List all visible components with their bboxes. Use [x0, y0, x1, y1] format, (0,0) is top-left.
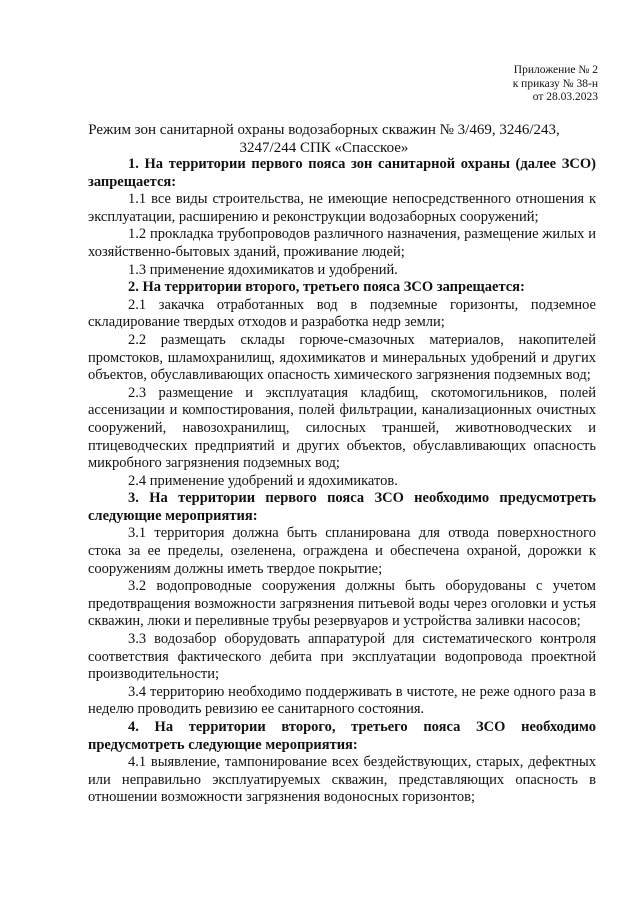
- item-1-2: 1.2 прокладка трубопроводов различного назначения, размещение жилых и хозяйственно-бытовых зданий, проживание людей;: [88, 226, 596, 260]
- item-1-3: 1.3 применение ядохимикатов и удобрений.: [128, 261, 398, 278]
- title-line-1: Режим зон санитарной охраны водозаборных скважин № 3/469, 3246/243,: [88, 122, 560, 138]
- appendix-order: к приказу № 38-н: [512, 77, 598, 90]
- item-2-4: 2.4 применение удобрений и ядохимикатов.: [128, 472, 398, 489]
- item-3-3: 3.3 водозабор оборудовать аппаратурой для систематического контроля соответствия фактического дебита при эксплуатации водопровода проектной производительности;: [88, 631, 596, 683]
- item-1-1: 1.1 все виды строительства, не имеющие непосредственного отношения к эксплуатации, расширению и реконструкции водозаборных сооружений;: [88, 191, 596, 225]
- section-2-heading: 2. На территории второго, третьего пояса ЗСО запрещается:: [128, 279, 525, 296]
- item-3-1: 3.1 территория должна быть спланирована для отвода поверхностного стока за ее пределы, озеленена, ограждена и обеспечена охраной, дорожки к сооружениям должны иметь твердое покрытие;: [88, 525, 596, 577]
- item-3-2: 3.2 водопроводные сооружения должны быть оборудованы с учетом предотвращения возможности загрязнения питьевой воды через оголовки и устья скважин, люки и переливные трубы резервуаров и устройства заливки насосов;: [88, 578, 596, 630]
- item-3-4: 3.4 территорию необходимо поддерживать в чистоте, не реже одного раза в неделю проводить ревизию ее санитарного состояния.: [88, 683, 596, 718]
- appendix-block: [513, 64, 598, 105]
- document-body: [88, 156, 596, 807]
- section-1-heading: 1. На территории первого пояса зон санитарной охраны (далее ЗСО) запрещается:: [88, 156, 596, 190]
- item-2-1: 2.1 закачка отработанных вод в подземные горизонты, подземное складирование твердых отходов и разработка недр земли;: [88, 296, 596, 331]
- section-4-heading: 4. На территории второго, третьего пояса ЗСО необходимо предусмотреть следующие мероприятия:: [88, 719, 596, 753]
- title-line-2: 3247/244 СПК «Спасское»: [239, 140, 409, 156]
- item-2-2: 2.2 размещать склады горюче-смазочных материалов, накопителей промстоков, шламохранилищ, ядохимикатов и минеральных удобрений и других объектов, обуславливающих опасность химического загрязнения подземных вод;: [88, 331, 596, 384]
- item-4-1: 4.1 выявление, тампонирование всех бездействующих, старых, дефектных или неправильно эксплуатируемых скважин, представляющих опасность в отношении возможности загрязнения водоносных горизонтов;: [88, 754, 596, 806]
- section-3-heading: 3. На территории первого пояса ЗСО необходимо предусмотреть следующие мероприятия:: [88, 490, 596, 524]
- item-2-3: 2.3 размещение и эксплуатация кладбищ, скотомогильников, полей ассенизации и компостирования, полей фильтрации, канализационных очистных сооружений, навозохранилищ, силосных траншей, животноводческих и птицеводческих предприятий и других объектов, обуславливающих опасность микробного загрязнения подземных вод;: [88, 384, 596, 472]
- appendix-number: Приложение № 2: [513, 64, 598, 76]
- document-title: [88, 121, 560, 157]
- appendix-date: от 28.03.2023: [532, 91, 598, 103]
